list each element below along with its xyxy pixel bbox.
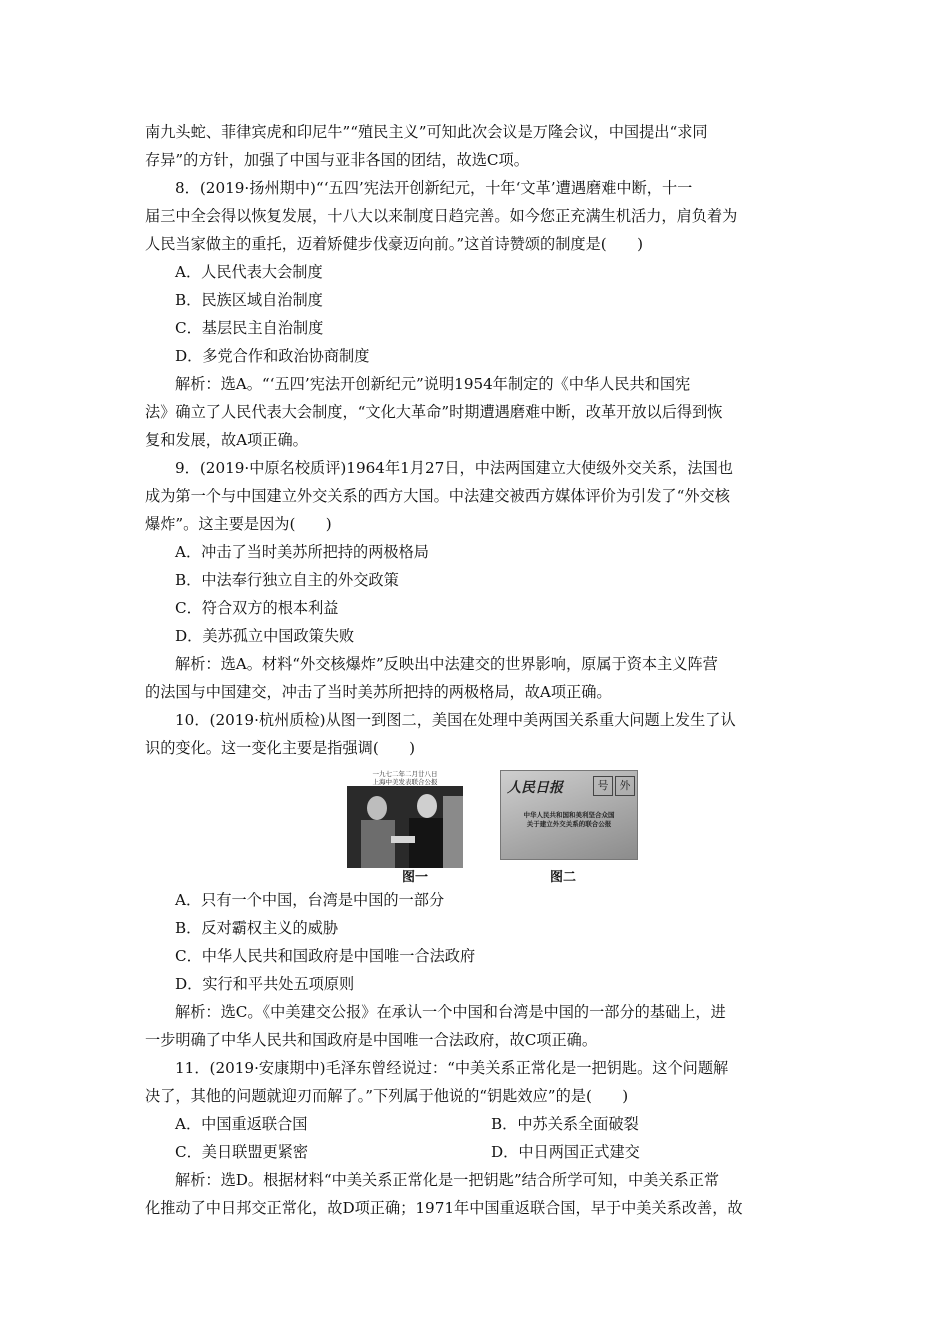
- option-c: C．美日联盟更紧密: [175, 1143, 309, 1161]
- option-c: C．中华人民共和国政府是中国唯一合法政府: [175, 947, 476, 965]
- answer-explanation: 法》确立了人民代表大会制度，“文化大革命”时期遭遇磨难中断，改革开放以后得到恢: [145, 403, 723, 421]
- answer-explanation: 复和发展，故A项正确。: [145, 431, 308, 449]
- option-a: A．中国重返联合国: [175, 1115, 308, 1133]
- question-stem: 爆炸”。这主要是因为( ): [145, 515, 332, 533]
- answer-explanation: 一步明确了中华人民共和国政府是中国唯一合法政府，故C项正确。: [145, 1031, 598, 1049]
- option-row: [145, 1110, 807, 1138]
- question-stem: 9．(2019·中原名校质评)1964年1月27日，中法两国建立大使级外交关系，法国也: [175, 459, 733, 477]
- question-stem: 11．(2019·安康期中)毛泽东曾经说过：“中美关系正常化是一把钥匙。这个问题解: [175, 1059, 729, 1077]
- option-d: D．多党合作和政治协商制度: [175, 347, 370, 365]
- question-10: [145, 706, 807, 1054]
- newspaper-photo: [500, 770, 638, 860]
- answer-explanation: 解析：选A。“‘五四’宪法开创新纪元”说明1954年制定的《中华人民共和国宪: [175, 375, 691, 393]
- question-9: [145, 454, 807, 706]
- figure-2: [500, 770, 638, 860]
- question-stem: 届三中全会得以恢复发展，十八大以来制度日趋完善。如今您正充满生机活力，肩负着为: [145, 207, 738, 225]
- text-line: 南九头蛇、菲律宾虎和印尼牛”“殖民主义”可知此次会议是万隆会议，中国提出“求同: [145, 123, 708, 141]
- question-stem: 识的变化。这一变化主要是指强调( ): [145, 739, 416, 757]
- option-a: A．只有一个中国，台湾是中国的一部分: [175, 891, 445, 909]
- option-d: D．中日两国正式建交: [491, 1143, 640, 1161]
- question-stem: 8．(2019·扬州期中)“‘五四’宪法开创新纪元，十年‘文革’遭遇磨难中断，十一: [175, 179, 693, 197]
- question-stem: 决了，其他的问题就迎刃而解了。”下列属于他说的“钥匙效应”的是( ): [145, 1087, 629, 1105]
- answer-explanation: 解析：选A。材料“外交核爆炸”反映出中法建交的世界影响，原属于资本主义阵营: [175, 655, 718, 673]
- newspaper-badge: 号: [593, 776, 613, 796]
- newspaper-badge: 外: [615, 776, 635, 796]
- question-8: [145, 174, 807, 454]
- answer-explanation: 化推动了中日邦交正常化，故D项正确；1971年中国重返联合国，早于中美关系改善，故: [145, 1199, 743, 1217]
- figure-1-subheading: 上海中美发表联合公报: [372, 778, 438, 786]
- figure-1-heading: 一九七二年二月廿八日: [372, 770, 438, 778]
- newspaper-masthead: 人民日报: [507, 780, 563, 796]
- option-d: D．实行和平共处五项原则: [175, 975, 355, 993]
- figure-1: [347, 770, 463, 868]
- question-11: [145, 1054, 807, 1222]
- answer-explanation: 的法国与中国建交，冲击了当时美苏所把持的两极格局，故A项正确。: [145, 683, 612, 701]
- figure-row: [145, 762, 807, 886]
- figure-1-caption: 图一: [402, 870, 429, 885]
- figure-2-caption: 图二: [550, 870, 577, 885]
- option-d: D．美苏孤立中国政策失败: [175, 627, 355, 645]
- option-b: B．中法奉行独立自主的外交政策: [175, 571, 399, 589]
- newspaper-headline: [507, 811, 631, 829]
- option-a: A．人民代表大会制度: [175, 263, 323, 281]
- newspaper-headline-line: 中华人民共和国和美利坚合众国: [523, 811, 615, 819]
- option-b: B．民族区域自治制度: [175, 291, 323, 309]
- answer-explanation: 解析：选C。《中美建交公报》在承认一个中国和台湾是中国的一部分的基础上，进: [175, 1003, 726, 1021]
- option-row: [145, 1138, 807, 1166]
- option-c: C．基层民主自治制度: [175, 319, 324, 337]
- question-stem: 成为第一个与中国建立外交关系的西方大国。中法建交被西方媒体评价为引发了“外交核: [145, 487, 730, 505]
- answer-explanation: 解析：选D。根据材料“中美关系正常化是一把钥匙”结合所学可知，中美关系正常: [175, 1171, 720, 1189]
- handshake-photo: [347, 786, 463, 868]
- text-line: 存异”的方针，加强了中国与亚非各国的团结，故选C项。: [145, 151, 529, 169]
- option-b: B．中苏关系全面破裂: [491, 1115, 639, 1133]
- option-a: A．冲击了当时美苏所把持的两极格局: [175, 543, 429, 561]
- handshake-photo-icon: [347, 786, 463, 868]
- option-b: B．反对霸权主义的威胁: [175, 919, 339, 937]
- question-stem: 人民当家做主的重托，迈着矫健步伐豪迈向前。”这首诗赞颂的制度是( ): [145, 235, 644, 253]
- question-stem: 10．(2019·杭州质检)从图一到图二，美国在处理中美两国关系重大问题上发生了认: [175, 711, 736, 729]
- newspaper-headline-line: 关于建立外交关系的联合公报: [526, 820, 612, 828]
- option-c: C．符合双方的根本利益: [175, 599, 339, 617]
- page-content: [145, 118, 807, 1222]
